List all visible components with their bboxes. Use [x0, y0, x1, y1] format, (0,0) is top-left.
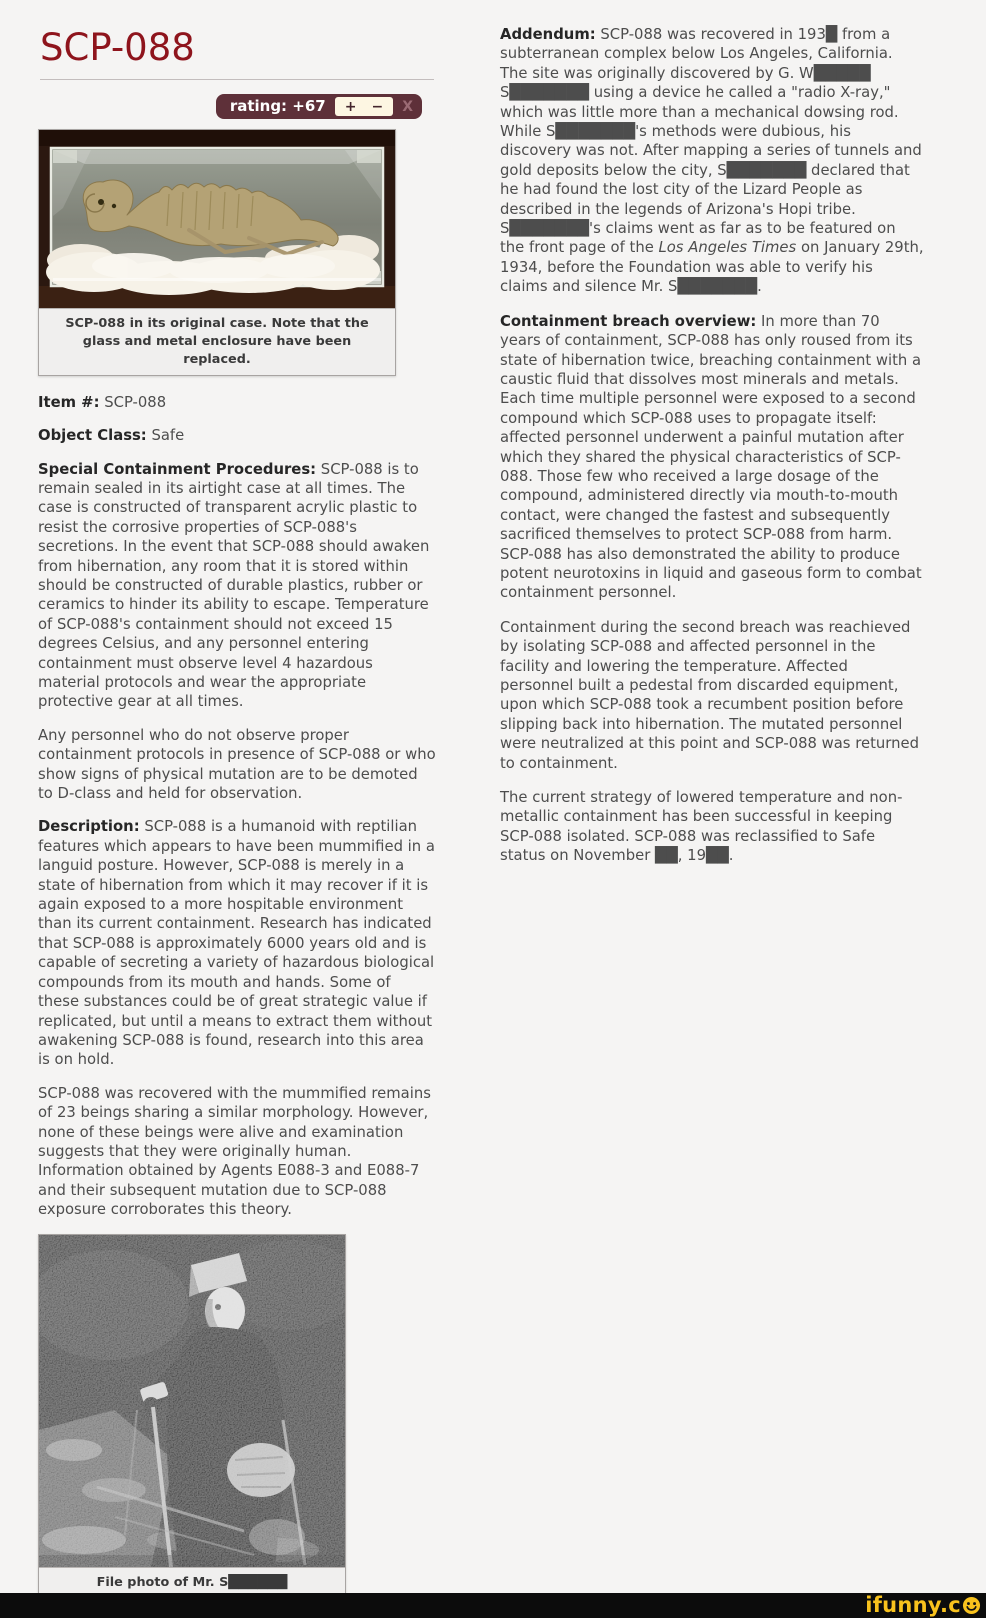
close-rating-button[interactable]: X	[402, 98, 413, 115]
current-strategy-paragraph: The current strategy of lowered temperature and non-metallic containment has been successful in keeping SCP-088 isolated. SCP-088 was reclassified to Safe status on November ██, 19██.	[500, 789, 903, 865]
mr-s-file-photo	[39, 1235, 345, 1567]
smiley-icon	[962, 1596, 981, 1615]
title-divider	[40, 79, 434, 80]
containment-procedures-paragraph	[38, 460, 436, 712]
protocols-paragraph: Any personnel who do not observe proper containment protocols in presence of SCP-088 or who show signs of physical mutation are to be demoted to D-class and held for observation.	[38, 726, 436, 803]
la-times-title: Los Angeles Times	[658, 239, 797, 257]
vote-buttons	[335, 97, 393, 116]
downvote-button[interactable]: −	[371, 98, 384, 115]
rating-widget	[216, 94, 422, 119]
second-breach-paragraph: Containment during the second breach was reachieved by isolating SCP-088 and affected personnel in the facility and lowering the temperature. Affected personnel built a pedestal from discarded equipment, upon which SCP-088 took a recumbent position before slipping back into hibernation. The mutated personnel were neutralized at this point and SCP-088 was returned to containment.	[500, 618, 919, 772]
addendum-text-after: on January 29th, 1934, before the Foundation was able to verify his claims and silence Mr. S███████.	[500, 239, 924, 296]
file-photo-figure	[38, 1234, 346, 1599]
item-number-value: SCP-088	[104, 393, 167, 411]
ifunny-watermark-bar	[0, 1593, 986, 1618]
object-class-label: Object Class:	[38, 427, 147, 445]
article-right-column	[500, 25, 924, 881]
breach-overview-text: In more than 70 years of containment, SCP-088 has only roused from its state of hibernation twice, breaching containment with a caustic fluid that dissolves most minerals and metals. Each time multiple personnel were exposed to a second compound which SCP-088 uses to propagate itself: affected personnel underwent a painful mutation after which they shared the physical characteristics of SCP-088. Those few who received a large dosage of the compound, administered directly via mouth-to-mouth contact, were changed the fastest and subsequently sacrificed themselves to protect SCP-088 from harm. SCP-088 has also demonstrated the ability to produce potent neurotoxins in liquid and gaseous form to combat containment personnel.	[500, 312, 922, 602]
scp088-case-caption: SCP-088 in its original case. Note that the glass and metal enclosure have been replaced.	[39, 308, 395, 375]
file-photo-caption: File photo of Mr. S██████	[39, 1567, 345, 1598]
breach-overview-paragraph	[500, 312, 924, 603]
rating-row	[38, 94, 422, 119]
item-number-label: Item #:	[38, 393, 100, 411]
scp088-case-photo	[39, 130, 395, 308]
breach-overview-label: Containment breach overview:	[500, 312, 757, 330]
recovery-paragraph: SCP-088 was recovered with the mummified remains of 23 beings sharing a similar morphology. However, none of these beings were alive and examination suggests that they were originally human. Information obtained by Agents E088-3 and E088-7 and their subsequent mutation due to SCP-088 exposure corroborates this theory.	[38, 1084, 431, 1219]
ifunny-logo	[865, 1595, 981, 1616]
addendum-label: Addendum:	[500, 26, 596, 43]
ifunny-logo-text: ifunny.c	[865, 1593, 961, 1617]
description-text: SCP-088 is a humanoid with reptilian features which appears to have been mummified in a languid posture. However, SCP-088 is merely in a state of hibernation from which it may recover if it is again exposed to a more hospitable environment than its current containment. Research has indicated that SCP-088 is approximately 6000 years old and is capable of secreting a variety of hazardous biological compounds from its mouth and hands. Some of these substances could be of great strategic value if replicated, but until a means to extract them without awakening SCP-088 is found, research into this area is on hold.	[38, 818, 435, 1069]
description-label: Description:	[38, 818, 140, 836]
containment-procedures-label: Special Containment Procedures:	[38, 460, 317, 478]
containment-procedures-text: SCP-088 is to remain sealed in its airtight case at all times. The case is constructed of transparent acrylic plastic to resist the corrosive properties of SCP-088's secretions. In the event that SCP-088 should awaken from hibernation, any room that it is stored within should be constructed of durable plastics, rubber or ceramics to hinder its ability to escape. Temperature of SCP-088's containment should not exceed 15 degrees Celsius, and any personnel entering containment must observe level 4 hazardous material protocols and wear the appropriate protective gear at all times.	[38, 460, 430, 711]
object-class-line	[38, 426, 436, 445]
description-paragraph	[38, 817, 436, 1069]
addendum-text-before: SCP-088 was recovered in 193█ from a subterranean complex below Los Angeles, California. The site was originally discovered by G. W█████ S███████ using a device he called a "radio X-ray," which was little more than a mechanical dowsing rod. While S███████'s methods were dubious, his discovery was not. After mapping a series of tunnels and gold deposits below the city, S███████ declared that he had found the lost city of the Lizard People as described in the legends of Arizona's Hopi tribe. S███████'s claims went as far as to be featured on the front page of the	[500, 26, 922, 257]
addendum-paragraph	[500, 25, 924, 297]
item-number-line	[38, 393, 436, 412]
object-class-value: Safe	[151, 427, 185, 445]
rating-label: rating: +67	[229, 97, 326, 115]
article-left-column	[38, 20, 436, 1598]
page-title: SCP-088	[40, 26, 195, 69]
upvote-button[interactable]: +	[344, 98, 357, 115]
scp088-case-figure	[38, 129, 396, 376]
